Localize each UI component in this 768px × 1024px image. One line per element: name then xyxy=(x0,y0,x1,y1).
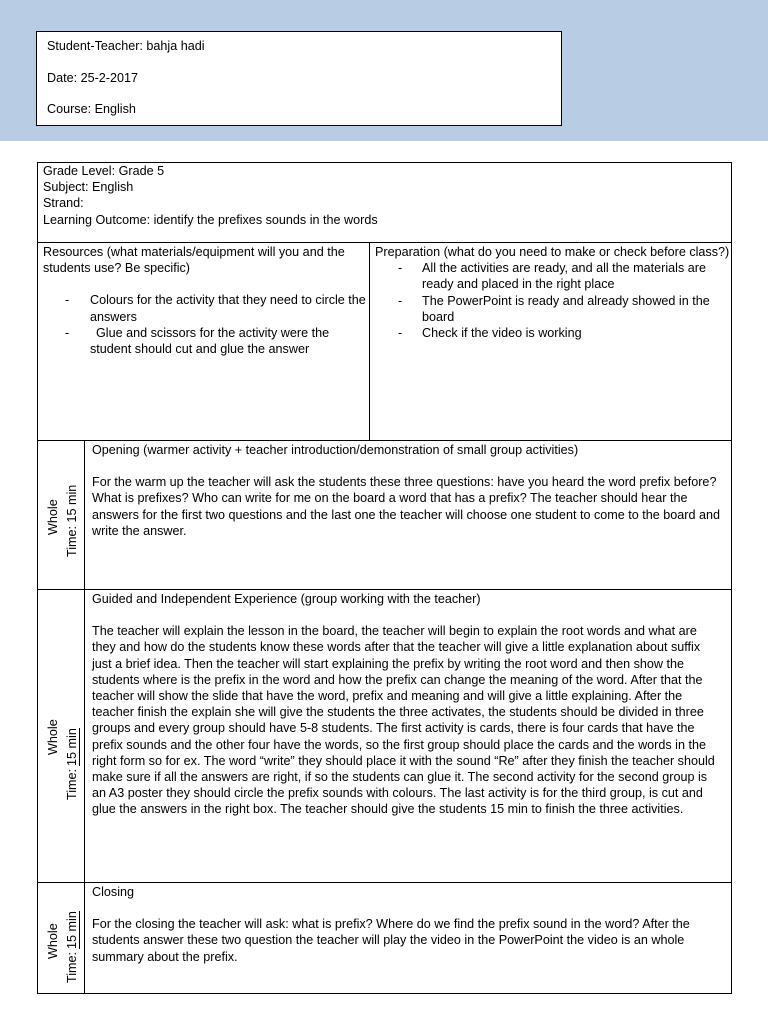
closing-text: For the closing the teacher will ask: what is prefix? Where do we find the prefix sound in the word? After the students answer these two question the teacher will play the video in the PowerPoint the video is an whole summary about the prefix. xyxy=(92,917,690,964)
resources-heading xyxy=(43,244,369,276)
opening-title: Opening xyxy=(92,443,140,457)
guided-heading xyxy=(92,591,723,607)
list-item: - All the activities are ready, and all the materials are ready and placed in the right place xyxy=(398,261,706,292)
guided-time xyxy=(65,728,80,800)
resources-list xyxy=(43,292,369,357)
resources-title-note: (what materials/equipment will you and the students use? Be specific) xyxy=(43,245,345,276)
list-item: - Glue and scissors for the activity were the student should cut and glue the answer xyxy=(65,325,330,357)
teacher-info-box xyxy=(36,31,562,126)
student-teacher-line: Student-Teacher: bahja hadi xyxy=(47,39,205,53)
guided-title: Guided and Independent Experience xyxy=(92,592,298,606)
opening-text: For the warm up the teacher will ask the students these three questions: have you heard the word prefix before? What is prefixes? Who can write for me on the board a word that has a prefix? The teacher should hear the answers for the first two questions and the last one the teacher will choose one student to come to the board and write the answer. xyxy=(92,475,720,538)
list-item: - The PowerPoint is ready and already showed in the board xyxy=(398,293,710,324)
resources-cell xyxy=(38,243,370,440)
guided-time-label: Time: xyxy=(65,768,79,800)
closing-time xyxy=(65,911,80,983)
closing-time-label: Time: xyxy=(65,951,79,983)
grade-level: Grade Level: Grade 5 xyxy=(43,164,165,178)
closing-side-label xyxy=(38,883,85,993)
closing-time-value: 15 min xyxy=(65,911,79,949)
list-item: - Check if the video is working xyxy=(398,326,582,341)
guided-group: Whole xyxy=(46,719,60,755)
closing-title: Closing xyxy=(92,885,134,899)
guided-side-label xyxy=(38,590,85,882)
resources-title: Resources xyxy=(43,245,104,259)
lesson-plan-table xyxy=(37,162,732,994)
guided-text: The teacher will explain the lesson in the board, the teacher will begin to explain the root words and what are they and how do the students know these words after that the teacher will give a little explanation about suffix just a brief idea. Then the teacher will start explaining the prefix by writing the root word and then show the students where is the prefix in the word and how the prefix can change the meaning of the word. After that the teacher will show the slide that have the word, prefix and meaning and will give a little explaining. After the teacher finish the explain she will give the students the three activates, the students should be divided in three groups and every group should have 5-8 students. The first activity is cards, there is four cards that have the prefix sounds and the other four have the words, so the first group should place the cards and the words in the right form so for ex. The word “write” they should place it with the sound “Re” after they finish the teacher should make sure if all the answers are right, if so the students can glue it. The second activity for the second group is an A3 poster they should circle the prefix sounds with colours. The last activity is for the third group, is cut and glue the answers in the right box. The teacher should give the students 15 min to finish the three activities. xyxy=(92,624,715,817)
guided-title-note: (group working with the teacher) xyxy=(297,592,481,606)
opening-group: Whole xyxy=(46,499,60,535)
closing-section xyxy=(38,883,731,993)
preparation-list xyxy=(375,260,731,341)
opening-time: Time: 15 min xyxy=(65,484,79,557)
opening-body xyxy=(85,441,731,539)
guided-section xyxy=(38,590,731,883)
learning-outcome: Learning Outcome: identify the prefixes sounds in the words xyxy=(43,212,378,227)
preparation-cell xyxy=(370,243,731,440)
opening-heading xyxy=(92,442,723,458)
closing-body xyxy=(85,883,731,965)
guided-time-value: 15 min xyxy=(65,728,79,766)
opening-side-label xyxy=(38,441,85,589)
date-line: Date: 25-2-2017 xyxy=(47,70,139,85)
preparation-title: Preparation xyxy=(375,245,441,259)
closing-group: Whole xyxy=(46,923,60,959)
guided-body xyxy=(85,590,731,818)
preparation-heading xyxy=(375,244,731,260)
course-line: Course: English xyxy=(47,102,136,116)
list-item: - Colours for the activity that they need to circle the answers xyxy=(65,293,366,324)
preparation-title-note: (what do you need to make or check before class?) xyxy=(440,245,730,259)
opening-section xyxy=(38,441,731,590)
strand: Strand: xyxy=(43,196,84,211)
opening-title-note: (warmer activity + teacher introduction/demonstration of small group activities) xyxy=(139,443,579,457)
overview-section xyxy=(38,163,731,243)
subject: Subject: English xyxy=(43,180,134,195)
resources-preparation-row xyxy=(38,243,731,441)
